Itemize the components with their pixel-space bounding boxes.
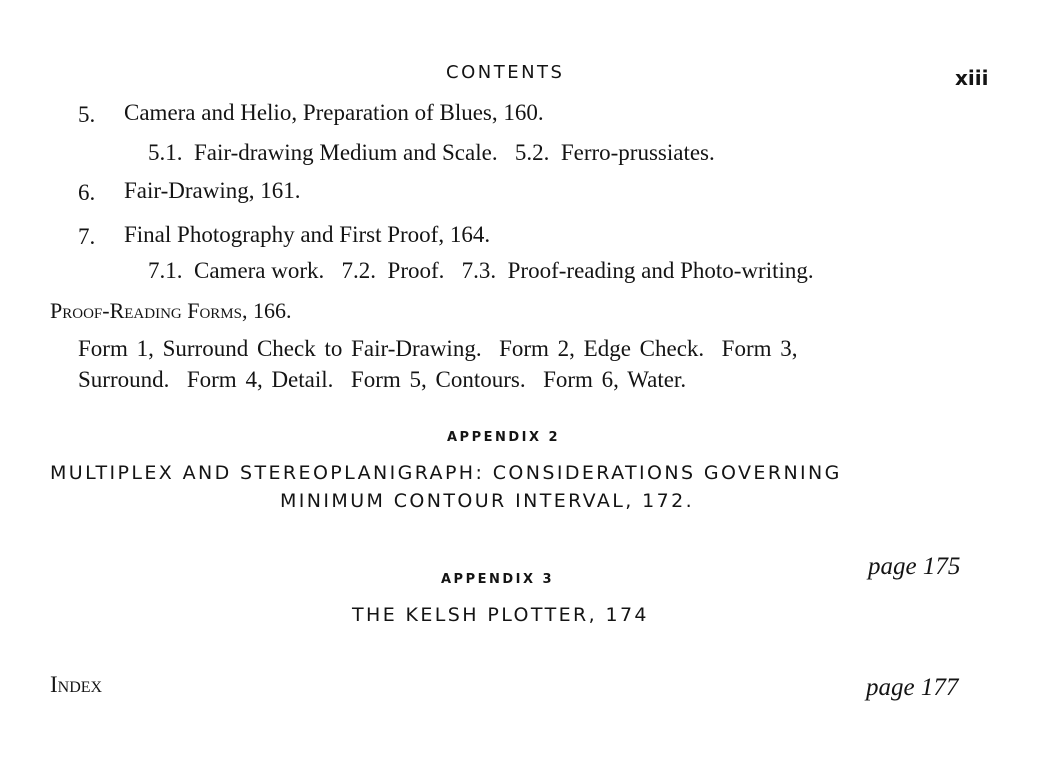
page-number: xiii xyxy=(955,66,989,90)
appendix-2-title-line-2: MINIMUM CONTOUR INTERVAL, 172. xyxy=(280,490,695,512)
appendix-2-title-line-1: MULTIPLEX AND STEREOPLANIGRAPH: CONSIDERATIONS GOVERNING xyxy=(50,462,842,484)
running-header-title: CONTENTS xyxy=(446,62,565,83)
toc-entry-7-number: 7. xyxy=(78,224,96,249)
index-heading: Index xyxy=(50,672,103,697)
toc-subentries-7: 7.1. Camera work. 7.2. Proof. 7.3. Proof-reading and Photo-writing. xyxy=(148,258,814,283)
toc-entry-5: Camera and Helio, Preparation of Blues, 160. xyxy=(124,100,544,125)
proof-reading-forms-heading: Proof-Reading Forms, 166. xyxy=(50,298,292,323)
toc-entry-5-number: 5. xyxy=(78,102,96,127)
appendix-3-page-ref: page 175 xyxy=(868,553,961,580)
toc-entry-6: Fair-Drawing, 161. xyxy=(124,178,301,203)
appendix-3-title: THE KELSH PLOTTER, 174 xyxy=(352,604,649,626)
toc-subentries-5: 5.1. Fair-drawing Medium and Scale. 5.2. Ferro-prussiates. xyxy=(148,140,715,165)
toc-entry-7: Final Photography and First Proof, 164. xyxy=(124,222,491,247)
toc-entry-6-number: 6. xyxy=(78,180,96,205)
index-page-ref: page 177 xyxy=(866,674,959,701)
appendix-2-label: APPENDIX 2 xyxy=(447,430,561,445)
appendix-3-label: APPENDIX 3 xyxy=(441,572,555,587)
proof-forms-line-1: Form 1, Surround Check to Fair-Drawing. Form 2, Edge Check. Form 3, xyxy=(78,336,798,361)
proof-forms-line-2: Surround. Form 4, Detail. Form 5, Contours. Form 6, Water. xyxy=(78,367,687,392)
